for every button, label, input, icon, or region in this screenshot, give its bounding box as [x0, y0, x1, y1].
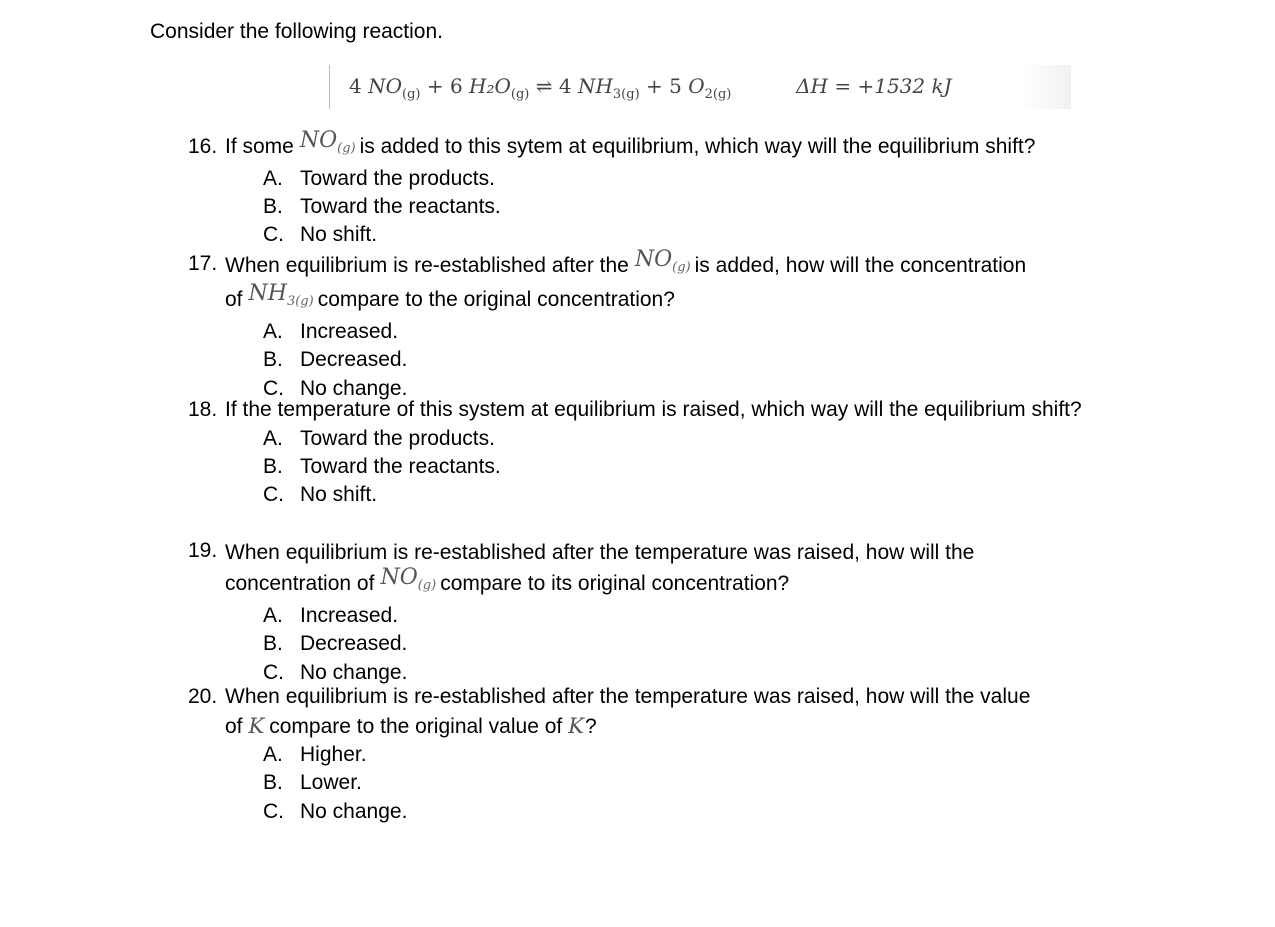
- question-18: [188, 396, 1113, 509]
- math-subscript: (g): [337, 141, 356, 156]
- answer-option[interactable]: [263, 769, 1118, 797]
- option-text: Decreased.: [300, 348, 408, 372]
- enthalpy-change: ΔH = +1532 kJ: [796, 74, 952, 98]
- question-text-part: compare to the original value of: [269, 714, 563, 738]
- question-text-part: compare to its original concentration?: [440, 572, 790, 595]
- math-expression: [248, 281, 314, 309]
- answer-option[interactable]: [263, 193, 1148, 221]
- answer-option[interactable]: [263, 798, 1118, 826]
- answer-option[interactable]: [263, 741, 1118, 769]
- option-text: No shift.: [300, 483, 378, 507]
- eq-coefficient: 4: [349, 74, 362, 98]
- option-text: Higher.: [300, 743, 367, 766]
- answer-option[interactable]: [263, 318, 1113, 346]
- eq-species: H₂O: [469, 74, 511, 98]
- option-letter: A.: [263, 166, 283, 190]
- answer-options: [263, 318, 1113, 403]
- answer-options: [263, 425, 1113, 510]
- eq-species: O: [688, 74, 705, 98]
- question-number: 18.: [188, 398, 218, 421]
- question-text-part: ?: [584, 714, 597, 738]
- answer-option[interactable]: [263, 630, 1068, 658]
- option-letter: C.: [263, 483, 284, 507]
- question-text-part: is added to this sytem at equilibrium, which way will the equilibrium shift?: [359, 135, 1036, 158]
- question-text-part: If some: [225, 135, 294, 158]
- eq-species: NO: [368, 74, 402, 98]
- answer-option[interactable]: [263, 221, 1148, 249]
- eq-plus: +: [426, 74, 444, 98]
- option-text: Toward the products.: [300, 426, 495, 450]
- option-text: Toward the products.: [300, 166, 495, 190]
- question-19: [188, 537, 1068, 687]
- eq-coefficient: 6: [449, 74, 463, 98]
- question-16: [188, 128, 1148, 249]
- math-symbol: K: [248, 713, 265, 738]
- question-text-part: When equilibrium is re-established after the temperature was raised, how will the value of: [225, 685, 1031, 738]
- answer-option[interactable]: [263, 481, 1113, 509]
- option-text: Decreased.: [300, 632, 408, 656]
- intro-text: Consider the following reaction.: [150, 20, 443, 43]
- question-text: [225, 247, 1113, 318]
- option-text: Toward the reactants.: [300, 194, 501, 218]
- option-letter: A.: [263, 604, 283, 627]
- eq-state: (g): [510, 87, 530, 102]
- math-expression: [299, 128, 356, 156]
- answer-option[interactable]: [263, 602, 1068, 630]
- option-text: No shift.: [300, 223, 378, 247]
- option-letter: B.: [263, 454, 283, 478]
- math-symbol: NO: [380, 565, 418, 590]
- eq-coefficient: 5: [669, 74, 682, 98]
- question-text: If the temperature of this system at equilibrium is raised, which way will the equilibrium shift?: [225, 398, 1082, 421]
- question-text-part: compare to the original concentration?: [317, 288, 675, 311]
- math-symbol: NH: [248, 281, 287, 306]
- option-text: No change.: [300, 799, 408, 823]
- eq-coefficient: 4: [558, 74, 572, 98]
- answer-options: [263, 602, 1068, 687]
- option-letter: B.: [263, 771, 283, 795]
- eq-state: (g): [402, 87, 421, 102]
- option-letter: B.: [263, 194, 283, 218]
- option-letter: B.: [263, 632, 283, 656]
- answer-option[interactable]: [263, 453, 1113, 481]
- question-text: [225, 537, 1068, 602]
- question-text-part: When equilibrium is re-established after the: [225, 254, 629, 277]
- question-number: 20.: [188, 685, 218, 708]
- math-expression: [380, 565, 437, 593]
- eq-state: 3(g): [612, 87, 640, 102]
- eq-species: NH: [577, 74, 613, 98]
- math-symbol: NO: [634, 247, 673, 272]
- question-text: [225, 683, 1118, 741]
- answer-options: [263, 165, 1148, 250]
- math-expression: [634, 247, 691, 275]
- question-number: 17.: [188, 252, 218, 275]
- option-letter: C.: [263, 376, 284, 400]
- reaction-equation: [329, 65, 1071, 109]
- answer-option[interactable]: [263, 425, 1113, 453]
- math-symbol: NO: [299, 128, 338, 153]
- option-text: Increased.: [300, 604, 399, 627]
- option-letter: C.: [263, 799, 284, 823]
- option-letter: C.: [263, 223, 284, 247]
- option-letter: B.: [263, 348, 283, 372]
- question-text: [225, 128, 1148, 165]
- equilibrium-arrow: ⇌: [535, 74, 553, 98]
- question-number: 16.: [188, 135, 218, 158]
- question-text-part: When equilibrium is re-established after the temperature was raised, how will the concentration of: [225, 541, 975, 595]
- question-text-part: is added, how will the concentration of: [225, 254, 1027, 311]
- eq-state: 2(g): [704, 87, 732, 102]
- question-17: [188, 247, 1113, 403]
- answer-option[interactable]: [263, 165, 1148, 193]
- eq-plus: +: [646, 74, 663, 98]
- question-number: 19.: [188, 539, 218, 562]
- math-subscript: (g): [672, 260, 691, 275]
- option-text: No change.: [300, 660, 408, 684]
- equation-text: [349, 74, 952, 102]
- option-letter: A.: [263, 426, 283, 450]
- option-letter: A.: [263, 320, 283, 343]
- answer-option[interactable]: [263, 346, 1113, 374]
- answer-options: [263, 741, 1118, 826]
- math-subscript: (g): [417, 578, 437, 593]
- option-text: No change.: [300, 376, 408, 400]
- option-letter: C.: [263, 660, 284, 684]
- option-text: Lower.: [300, 771, 362, 795]
- math-symbol: K: [568, 713, 584, 738]
- option-letter: A.: [263, 743, 283, 766]
- question-20: [188, 683, 1118, 826]
- option-text: Increased.: [300, 320, 399, 343]
- math-subscript: 3(g): [286, 294, 314, 309]
- option-text: Toward the reactants.: [300, 454, 501, 478]
